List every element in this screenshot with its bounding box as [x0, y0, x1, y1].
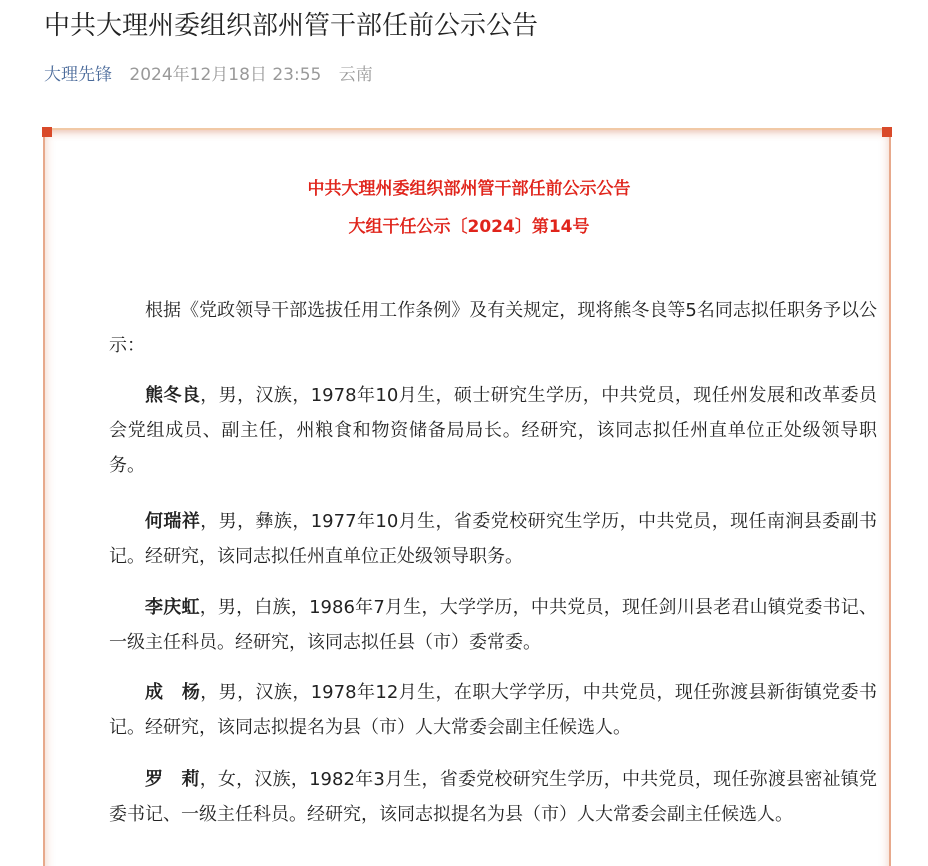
- person-details: ，男，汉族，1978年12月生，在职大学学历，中共党员，现任弥渡县新街镇党委书记。经研究，该同志拟提名为县（市）人大常委会副主任候选人。: [109, 682, 878, 738]
- notice-title: 中共大理州委组织部州管干部任前公示公告: [307, 179, 631, 199]
- article-title: 中共大理州委组织部州管干部任前公示公告: [44, 11, 539, 41]
- person-name: 熊冬良: [145, 385, 201, 406]
- author-link[interactable]: 大理先锋: [44, 65, 112, 85]
- publish-location: 云南: [338, 65, 373, 85]
- person-details: ，女，汉族，1982年3月生，省委党校研究生学历，中共党员，现任弥渡县密祉镇党委书记、一级主任科员。经研究，该同志拟提名为县（市）人大常委会副主任候选人。: [109, 769, 878, 825]
- person-details: ，男，白族，1986年7月生，大学学历，中共党员，现任剑川县老君山镇党委书记、一级主任科员。经研究，该同志拟任县（市）委常委。: [109, 597, 878, 653]
- person-name: 罗 莉: [145, 769, 200, 790]
- person-entry: [109, 378, 877, 483]
- person-name: 成 杨: [145, 682, 201, 703]
- frame-corner-ornament: [42, 127, 52, 137]
- person-details: ，男，汉族，1978年10月生，硕士研究生学历，中共党员，现任州发展和改革委员会党组成员、副主任，州粮食和物资储备局局长。经研究，该同志拟任州直单位正处级领导职务。: [109, 385, 878, 476]
- publish-datetime: 2024年12月18日 23:55: [129, 65, 322, 85]
- person-entry: [109, 675, 877, 745]
- notice-intro: 根据《党政领导干部选拔任用工作条例》及有关规定，现将熊冬良等5名同志拟任职务予以公示：: [109, 300, 877, 356]
- notice-number: 大组干任公示〔2024〕第14号: [348, 217, 590, 237]
- frame-corner-ornament: [882, 127, 892, 137]
- person-entry: [109, 590, 877, 660]
- person-entry: [109, 504, 877, 574]
- person-name: 何瑞祥: [145, 511, 201, 532]
- notice-frame: [43, 128, 891, 866]
- person-details: ，男，彝族，1977年10月生，省委党校研究生学历，中共党员，现任南涧县委副书记。经研究，该同志拟任州直单位正处级领导职务。: [109, 511, 878, 567]
- person-entry: [109, 762, 877, 832]
- article-meta: [44, 62, 373, 88]
- person-name: 李庆虹: [145, 597, 200, 618]
